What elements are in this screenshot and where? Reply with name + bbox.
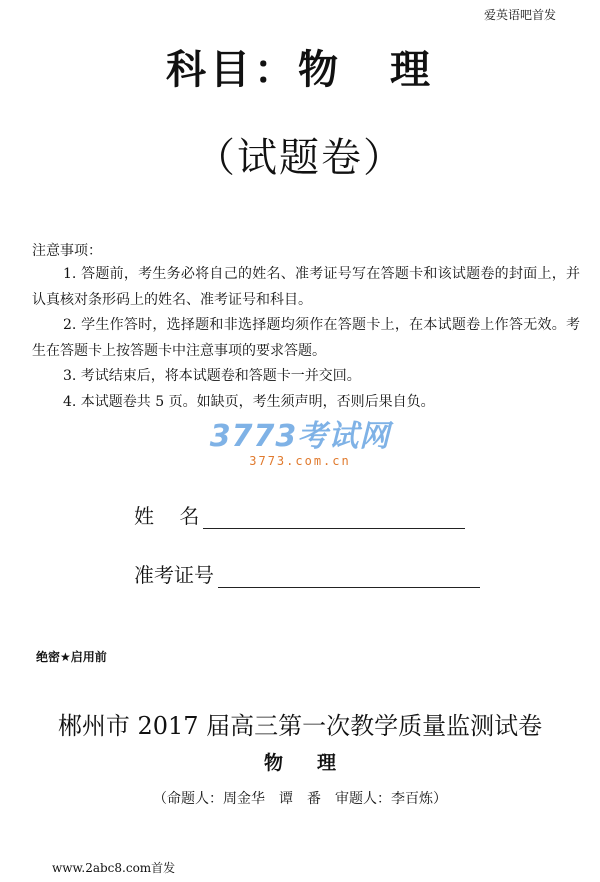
exam-subject-char-1: 物 — [263, 752, 283, 774]
watermark-logo: 3773考试网 — [209, 419, 391, 454]
subject-char-1: 物 — [298, 47, 342, 93]
name-blank-line — [203, 506, 465, 529]
booklet-title: （试题卷） — [195, 135, 405, 181]
note-item-1: 1. 答题前，考生务必将自己的姓名、准考证号写在答题卡和该试题卷的封面上，并认真核对条形码上的姓名、准考证号和科目。 — [32, 266, 580, 308]
subject-title — [0, 38, 600, 95]
note-item-2: 2. 学生作答时，选择题和非选择题均须作在答题卡上，在本试题卷上作答无效。考生在答题卡上按答题卡中注意事项的要求答题。 — [32, 317, 580, 359]
subject-char-2: 理 — [390, 47, 434, 93]
watermark — [0, 420, 600, 468]
note-item-4: 4. 本试题卷共 5 页。如缺页，考生须声明，否则后果自负。 — [63, 393, 435, 410]
id-field — [134, 559, 480, 588]
watermark-url: 3773.com.cn — [249, 454, 351, 468]
name-label: 姓 名 — [134, 504, 200, 528]
id-label: 准考证号 — [134, 563, 214, 587]
note-item-3: 3. 考试结束后，将本试题卷和答题卡一并交回。 — [63, 368, 361, 384]
name-field — [134, 500, 465, 529]
footer-note: www.2abc8.com首发 — [52, 861, 176, 875]
exam-subject-char-2: 理 — [317, 752, 337, 774]
notes-heading: 注意事项： — [32, 243, 102, 259]
top-right-note: 爱英语吧首发 — [483, 8, 556, 22]
exam-subject — [0, 748, 600, 775]
notes-list — [32, 262, 580, 415]
confidential-label: 绝密★启用前 — [36, 650, 107, 664]
exam-title: 郴州市 2017 届高三第一次教学质量监测试卷 — [57, 712, 543, 740]
subject-prefix: 科目： — [166, 47, 298, 93]
id-blank-line — [218, 565, 480, 588]
exam-authors: （命题人：周金华 谭 番 审题人：李百炼） — [153, 791, 447, 807]
